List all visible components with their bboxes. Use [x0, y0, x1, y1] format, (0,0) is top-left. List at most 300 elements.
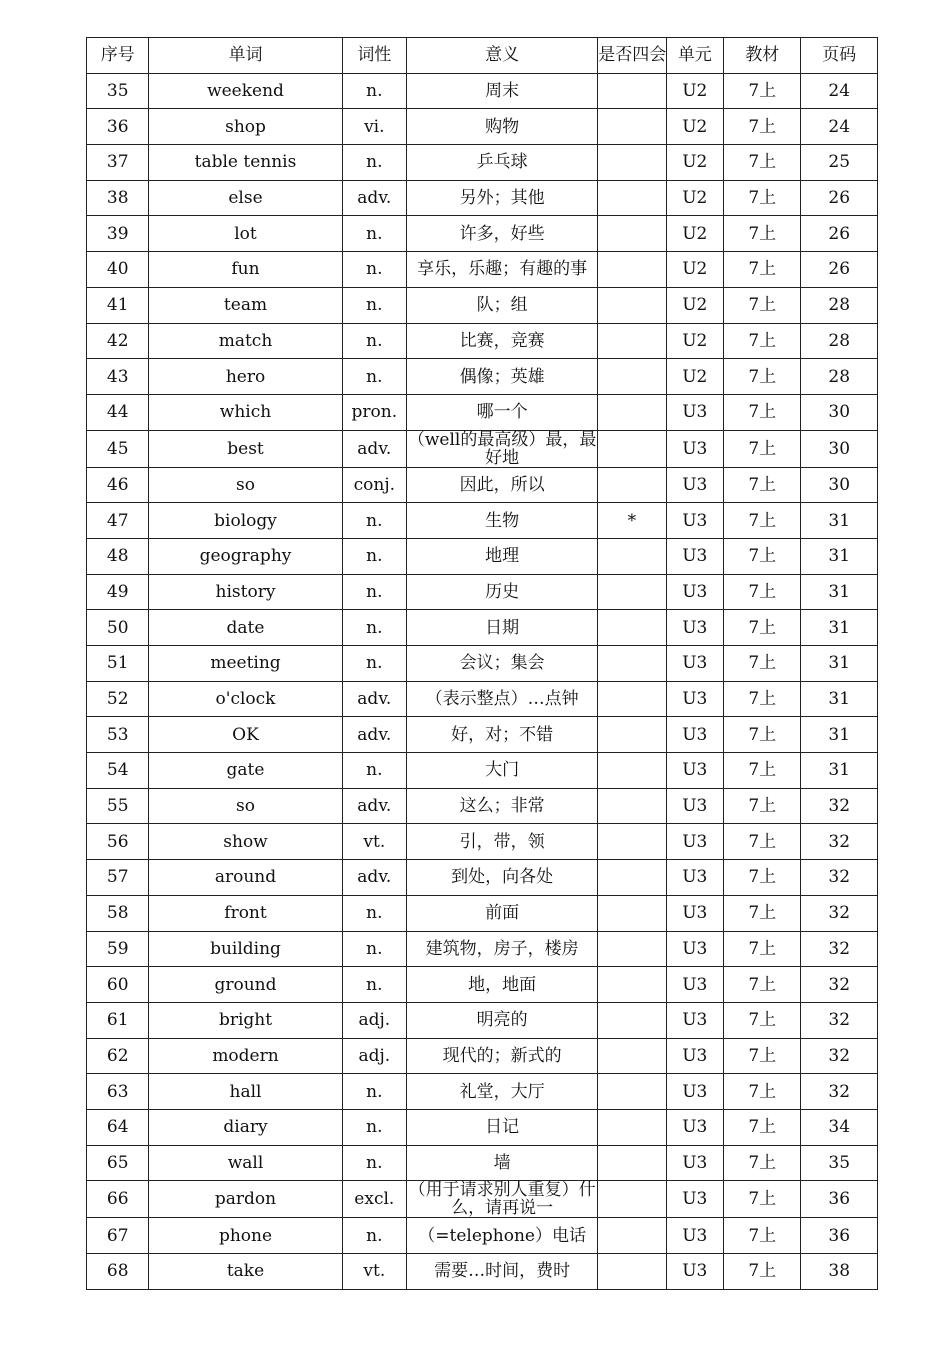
cell-textbook: 7上 — [724, 503, 801, 539]
meaning-text: 需要…时间，费时 — [434, 1261, 571, 1282]
table-row — [87, 180, 878, 216]
cell-page: 31 — [801, 646, 878, 682]
cell-word: meeting — [149, 646, 342, 682]
meaning-text: （表示整点）…点钟 — [425, 689, 579, 710]
cell-page: 26 — [801, 252, 878, 288]
cell-four-skills — [598, 216, 666, 252]
cell-page: 32 — [801, 895, 878, 931]
cell-index: 50 — [87, 610, 149, 646]
cell-page: 36 — [801, 1181, 878, 1218]
cell-meaning — [407, 467, 598, 503]
cell-four-skills — [598, 824, 666, 860]
cell-unit: U3 — [666, 967, 723, 1003]
cell-index: 56 — [87, 824, 149, 860]
cell-meaning — [407, 109, 598, 145]
table-row — [87, 1181, 878, 1218]
cell-four-skills — [598, 610, 666, 646]
cell-index: 58 — [87, 895, 149, 931]
meaning-text: 另外；其他 — [459, 188, 545, 209]
cell-meaning — [407, 574, 598, 610]
meaning-text: 好，对；不错 — [451, 724, 554, 745]
cell-word: which — [149, 394, 342, 430]
table-row — [87, 1074, 878, 1110]
cell-index: 42 — [87, 323, 149, 359]
cell-part-of-speech: n. — [342, 359, 406, 395]
cell-index: 43 — [87, 359, 149, 395]
table-row — [87, 788, 878, 824]
cell-part-of-speech: vt. — [342, 824, 406, 860]
cell-meaning — [407, 394, 598, 430]
cell-page: 35 — [801, 1145, 878, 1181]
cell-part-of-speech: adv. — [342, 180, 406, 216]
cell-part-of-speech: n. — [342, 646, 406, 682]
cell-word: hall — [149, 1074, 342, 1110]
cell-index: 59 — [87, 931, 149, 967]
cell-four-skills — [598, 287, 666, 323]
cell-part-of-speech: excl. — [342, 1181, 406, 1218]
cell-four-skills — [598, 646, 666, 682]
cell-textbook: 7上 — [724, 753, 801, 789]
table-row — [87, 538, 878, 574]
cell-four-skills — [598, 394, 666, 430]
cell-unit: U2 — [666, 73, 723, 109]
cell-textbook: 7上 — [724, 1038, 801, 1074]
cell-page: 30 — [801, 394, 878, 430]
cell-word: match — [149, 323, 342, 359]
cell-textbook: 7上 — [724, 824, 801, 860]
cell-four-skills — [598, 252, 666, 288]
cell-textbook: 7上 — [724, 788, 801, 824]
header-page: 页码 — [801, 38, 878, 74]
meaning-text: 生物 — [485, 510, 520, 531]
cell-unit: U3 — [666, 430, 723, 467]
cell-page: 32 — [801, 1002, 878, 1038]
table-row — [87, 145, 878, 181]
cell-index: 51 — [87, 646, 149, 682]
cell-meaning — [407, 610, 598, 646]
cell-page: 28 — [801, 287, 878, 323]
cell-unit: U3 — [666, 895, 723, 931]
table-row — [87, 1002, 878, 1038]
cell-page: 32 — [801, 860, 878, 896]
cell-word: biology — [149, 503, 342, 539]
cell-word: OK — [149, 717, 342, 753]
table-row — [87, 73, 878, 109]
cell-index: 48 — [87, 538, 149, 574]
cell-part-of-speech: n. — [342, 1109, 406, 1145]
cell-word: gate — [149, 753, 342, 789]
table-row — [87, 287, 878, 323]
cell-textbook: 7上 — [724, 538, 801, 574]
cell-part-of-speech: n. — [342, 967, 406, 1003]
cell-textbook: 7上 — [724, 1218, 801, 1254]
table-row — [87, 503, 878, 539]
cell-index: 38 — [87, 180, 149, 216]
cell-index: 46 — [87, 467, 149, 503]
cell-unit: U3 — [666, 931, 723, 967]
cell-four-skills — [598, 895, 666, 931]
cell-word: date — [149, 610, 342, 646]
cell-textbook: 7上 — [724, 1254, 801, 1290]
cell-page: 28 — [801, 323, 878, 359]
cell-index: 53 — [87, 717, 149, 753]
cell-part-of-speech: n. — [342, 252, 406, 288]
meaning-text: （well的最高级）最，最好地 — [407, 429, 597, 468]
cell-meaning — [407, 1109, 598, 1145]
cell-part-of-speech: n. — [342, 753, 406, 789]
table-row — [87, 753, 878, 789]
cell-page: 38 — [801, 1254, 878, 1290]
table-row — [87, 216, 878, 252]
cell-page: 25 — [801, 145, 878, 181]
cell-meaning — [407, 681, 598, 717]
cell-textbook: 7上 — [724, 252, 801, 288]
cell-unit: U3 — [666, 860, 723, 896]
cell-word: else — [149, 180, 342, 216]
cell-page: 24 — [801, 109, 878, 145]
cell-unit: U3 — [666, 1145, 723, 1181]
cell-four-skills — [598, 1002, 666, 1038]
cell-meaning — [407, 287, 598, 323]
cell-meaning — [407, 252, 598, 288]
cell-page: 30 — [801, 467, 878, 503]
cell-word: bright — [149, 1002, 342, 1038]
cell-four-skills — [598, 574, 666, 610]
table-row — [87, 610, 878, 646]
cell-textbook: 7上 — [724, 717, 801, 753]
cell-word: around — [149, 860, 342, 896]
cell-unit: U2 — [666, 216, 723, 252]
cell-unit: U3 — [666, 574, 723, 610]
cell-word: history — [149, 574, 342, 610]
cell-part-of-speech: adv. — [342, 681, 406, 717]
cell-unit: U2 — [666, 252, 723, 288]
cell-meaning — [407, 180, 598, 216]
cell-index: 47 — [87, 503, 149, 539]
cell-word: building — [149, 931, 342, 967]
cell-unit: U3 — [666, 467, 723, 503]
cell-four-skills — [598, 359, 666, 395]
cell-unit: U3 — [666, 717, 723, 753]
cell-unit: U3 — [666, 788, 723, 824]
cell-index: 55 — [87, 788, 149, 824]
cell-textbook: 7上 — [724, 359, 801, 395]
cell-page: 32 — [801, 788, 878, 824]
table-row — [87, 574, 878, 610]
cell-textbook: 7上 — [724, 1145, 801, 1181]
table-row — [87, 1145, 878, 1181]
cell-unit: U3 — [666, 1038, 723, 1074]
cell-meaning — [407, 788, 598, 824]
cell-unit: U3 — [666, 824, 723, 860]
cell-four-skills — [598, 323, 666, 359]
cell-page: 31 — [801, 753, 878, 789]
meaning-text: 享乐，乐趣；有趣的事 — [417, 259, 588, 280]
cell-word: lot — [149, 216, 342, 252]
cell-meaning — [407, 753, 598, 789]
cell-index: 45 — [87, 430, 149, 467]
header-four-skills: 是否四会 — [598, 38, 666, 74]
cell-index: 63 — [87, 1074, 149, 1110]
cell-part-of-speech: n. — [342, 538, 406, 574]
cell-meaning — [407, 895, 598, 931]
header-meaning: 意义 — [407, 38, 598, 74]
meaning-text: 地理 — [485, 546, 520, 567]
cell-meaning — [407, 1002, 598, 1038]
header-textbook: 教材 — [724, 38, 801, 74]
cell-four-skills — [598, 1218, 666, 1254]
meaning-text: 因此，所以 — [459, 474, 545, 495]
cell-index: 49 — [87, 574, 149, 610]
header-unit: 单元 — [666, 38, 723, 74]
cell-meaning — [407, 1254, 598, 1290]
cell-word: geography — [149, 538, 342, 574]
cell-page: 24 — [801, 73, 878, 109]
meaning-text: （=telephone）电话 — [418, 1225, 586, 1246]
meaning-text: 这么；非常 — [459, 796, 545, 817]
cell-unit: U2 — [666, 359, 723, 395]
table-row — [87, 252, 878, 288]
cell-word: o'clock — [149, 681, 342, 717]
cell-part-of-speech: n. — [342, 503, 406, 539]
cell-textbook: 7上 — [724, 323, 801, 359]
table-row — [87, 646, 878, 682]
meaning-text: 日期 — [485, 617, 520, 638]
cell-meaning — [407, 323, 598, 359]
table-body — [87, 73, 878, 1289]
cell-meaning — [407, 359, 598, 395]
header-part-of-speech: 词性 — [342, 38, 406, 74]
cell-part-of-speech: n. — [342, 1145, 406, 1181]
table-row — [87, 394, 878, 430]
cell-part-of-speech: adv. — [342, 788, 406, 824]
cell-page: 32 — [801, 1074, 878, 1110]
cell-textbook: 7上 — [724, 895, 801, 931]
cell-page: 32 — [801, 1038, 878, 1074]
cell-word: table tennis — [149, 145, 342, 181]
cell-textbook: 7上 — [724, 109, 801, 145]
meaning-text: 比赛，竞赛 — [459, 330, 545, 351]
cell-four-skills — [598, 967, 666, 1003]
cell-four-skills — [598, 145, 666, 181]
meaning-text: 乒乓球 — [476, 152, 528, 173]
cell-textbook: 7上 — [724, 467, 801, 503]
meaning-text: 历史 — [485, 581, 520, 602]
table-row — [87, 860, 878, 896]
meaning-text: 会议；集会 — [459, 653, 545, 674]
cell-four-skills — [598, 1254, 666, 1290]
cell-four-skills — [598, 467, 666, 503]
cell-unit: U2 — [666, 287, 723, 323]
cell-meaning — [407, 1218, 598, 1254]
cell-part-of-speech: n. — [342, 574, 406, 610]
cell-four-skills — [598, 109, 666, 145]
cell-unit: U3 — [666, 1254, 723, 1290]
cell-page: 31 — [801, 681, 878, 717]
table-row — [87, 323, 878, 359]
cell-word: shop — [149, 109, 342, 145]
cell-page: 31 — [801, 538, 878, 574]
cell-part-of-speech: pron. — [342, 394, 406, 430]
cell-page: 32 — [801, 824, 878, 860]
cell-part-of-speech: adv. — [342, 717, 406, 753]
cell-four-skills — [598, 1038, 666, 1074]
meaning-text: 礼堂，大厅 — [459, 1081, 545, 1102]
cell-unit: U3 — [666, 1218, 723, 1254]
cell-word: take — [149, 1254, 342, 1290]
cell-word: so — [149, 467, 342, 503]
cell-word: weekend — [149, 73, 342, 109]
cell-index: 65 — [87, 1145, 149, 1181]
meaning-text: 许多，好些 — [459, 223, 545, 244]
cell-meaning — [407, 931, 598, 967]
cell-four-skills — [598, 1074, 666, 1110]
cell-meaning — [407, 73, 598, 109]
cell-unit: U2 — [666, 323, 723, 359]
cell-meaning — [407, 1181, 598, 1218]
cell-word: team — [149, 287, 342, 323]
table-row — [87, 931, 878, 967]
cell-meaning — [407, 503, 598, 539]
cell-meaning — [407, 538, 598, 574]
cell-unit: U3 — [666, 538, 723, 574]
cell-part-of-speech: adv. — [342, 860, 406, 896]
table-row — [87, 1109, 878, 1145]
cell-textbook: 7上 — [724, 860, 801, 896]
cell-meaning — [407, 860, 598, 896]
cell-meaning — [407, 1038, 598, 1074]
meaning-text: 建筑物，房子，楼房 — [425, 938, 579, 959]
cell-word: so — [149, 788, 342, 824]
meaning-text: （用于请求别人重复）什么，请再说一 — [408, 1180, 596, 1219]
cell-part-of-speech: n. — [342, 73, 406, 109]
meaning-text: 前面 — [485, 903, 520, 924]
cell-index: 40 — [87, 252, 149, 288]
cell-four-skills — [598, 180, 666, 216]
table-row — [87, 681, 878, 717]
cell-meaning — [407, 1145, 598, 1181]
cell-word: best — [149, 430, 342, 467]
cell-four-skills: * — [598, 503, 666, 539]
cell-part-of-speech: adv. — [342, 430, 406, 467]
meaning-text: 明亮的 — [476, 1010, 528, 1031]
cell-index: 41 — [87, 287, 149, 323]
cell-page: 31 — [801, 610, 878, 646]
cell-unit: U3 — [666, 394, 723, 430]
cell-page: 31 — [801, 717, 878, 753]
cell-word: pardon — [149, 1181, 342, 1218]
cell-part-of-speech: vt. — [342, 1254, 406, 1290]
cell-textbook: 7上 — [724, 931, 801, 967]
cell-textbook: 7上 — [724, 216, 801, 252]
table-row — [87, 1038, 878, 1074]
cell-unit: U3 — [666, 610, 723, 646]
header-word: 单词 — [149, 38, 342, 74]
cell-page: 26 — [801, 180, 878, 216]
meaning-text: 偶像；英雄 — [459, 366, 545, 387]
table-row — [87, 467, 878, 503]
cell-unit: U3 — [666, 681, 723, 717]
cell-four-skills — [598, 753, 666, 789]
cell-meaning — [407, 717, 598, 753]
cell-index: 60 — [87, 967, 149, 1003]
cell-index: 67 — [87, 1218, 149, 1254]
cell-textbook: 7上 — [724, 1109, 801, 1145]
cell-part-of-speech: n. — [342, 1074, 406, 1110]
header-index: 序号 — [87, 38, 149, 74]
cell-meaning — [407, 967, 598, 1003]
cell-word: hero — [149, 359, 342, 395]
cell-page: 28 — [801, 359, 878, 395]
cell-unit: U3 — [666, 753, 723, 789]
table-row — [87, 359, 878, 395]
cell-page: 34 — [801, 1109, 878, 1145]
cell-unit: U3 — [666, 1181, 723, 1218]
cell-meaning — [407, 1074, 598, 1110]
cell-four-skills — [598, 681, 666, 717]
cell-word: diary — [149, 1109, 342, 1145]
meaning-text: 日记 — [485, 1117, 520, 1138]
meaning-text: 到处，向各处 — [451, 867, 554, 888]
cell-index: 66 — [87, 1181, 149, 1218]
cell-unit: U2 — [666, 109, 723, 145]
cell-textbook: 7上 — [724, 1074, 801, 1110]
meaning-text: 大门 — [485, 760, 520, 781]
cell-word: phone — [149, 1218, 342, 1254]
cell-index: 37 — [87, 145, 149, 181]
table-row — [87, 1254, 878, 1290]
cell-textbook: 7上 — [724, 610, 801, 646]
cell-page: 31 — [801, 503, 878, 539]
cell-page: 26 — [801, 216, 878, 252]
cell-textbook: 7上 — [724, 73, 801, 109]
cell-page: 32 — [801, 967, 878, 1003]
cell-textbook: 7上 — [724, 1181, 801, 1218]
cell-word: show — [149, 824, 342, 860]
meaning-text: 引，带，领 — [459, 831, 545, 852]
cell-textbook: 7上 — [724, 967, 801, 1003]
cell-four-skills — [598, 931, 666, 967]
cell-index: 57 — [87, 860, 149, 896]
cell-textbook: 7上 — [724, 681, 801, 717]
cell-part-of-speech: n. — [342, 323, 406, 359]
cell-meaning — [407, 646, 598, 682]
cell-four-skills — [598, 538, 666, 574]
cell-page: 36 — [801, 1218, 878, 1254]
cell-part-of-speech: n. — [342, 216, 406, 252]
cell-page: 30 — [801, 430, 878, 467]
cell-word: fun — [149, 252, 342, 288]
cell-part-of-speech: vi. — [342, 109, 406, 145]
meaning-text: 队；组 — [476, 295, 528, 316]
cell-four-skills — [598, 1109, 666, 1145]
cell-four-skills — [598, 1145, 666, 1181]
cell-unit: U2 — [666, 180, 723, 216]
meaning-text: 购物 — [485, 116, 520, 137]
table-row — [87, 109, 878, 145]
cell-unit: U3 — [666, 503, 723, 539]
table-row — [87, 824, 878, 860]
cell-page: 31 — [801, 574, 878, 610]
meaning-text: 现代的；新式的 — [442, 1045, 562, 1066]
cell-part-of-speech: n. — [342, 610, 406, 646]
table-row — [87, 430, 878, 467]
cell-meaning — [407, 216, 598, 252]
cell-word: front — [149, 895, 342, 931]
cell-textbook: 7上 — [724, 287, 801, 323]
cell-textbook: 7上 — [724, 394, 801, 430]
meaning-text: 墙 — [493, 1152, 511, 1173]
